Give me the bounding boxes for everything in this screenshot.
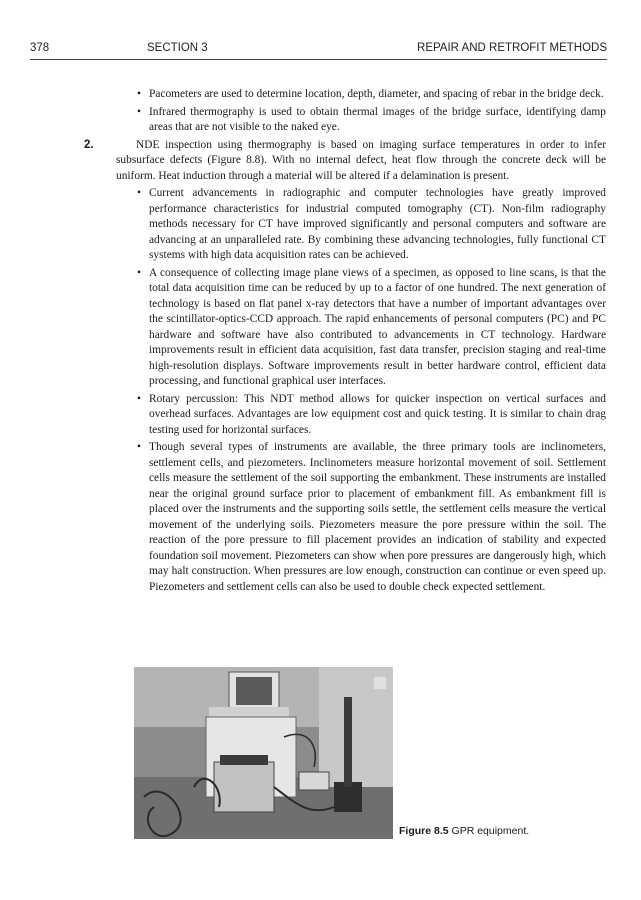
- numbered-item: [84, 138, 606, 185]
- figure-photo-gpr-equipment: [134, 667, 393, 839]
- body-text: [84, 87, 606, 597]
- bullet-text: Current advancements in radiographic and computer technologies have greatly improved performance characteristics for industrial computed tomography (CT). Non-film radiography methods necessary for CT have improved significantly and personal computers and software are advancing at an unparalleled rate. By combining these advancing technologies, fully functional CT systems with high data acquisition rates can be achieved.: [149, 187, 606, 261]
- figure-caption-text: GPR equipment.: [451, 825, 530, 837]
- bullet-text: Infrared thermography is used to obtain thermal images of the bridge surface, identifying damp areas that are not visible to the naked eye.: [149, 105, 606, 133]
- bullet-text: Though several types of instruments are available, the three primary tools are inclinometers, settlement cells, and piezometers. Inclinometers measure horizontal movement of soil. Settlement cells measure the settlement of the soil supporting the embankment. These instruments are installed near the original ground surface prior to placement of embankment fill. As embankment fill is placed over the instruments and the supporting soils settle, the settlement cells measure the vertical movement of the underlying soils. Piezometers measure the pore pressure within the soil. The reaction of the pore pressure to fill placement provides an indication of stability and expected foundation soil movement. Piezometers can show when pore pressures are dangerously high, which may halt construction. When pressures are low enough, construction can continue or even speed up. Piezometers and settlement cells can also be used to double check expected settlement.: [149, 441, 606, 593]
- bullet-item: [116, 105, 606, 136]
- bullet-icon: •: [137, 266, 141, 279]
- item-number: 2.: [84, 138, 94, 151]
- bullet-item: [116, 440, 606, 595]
- chapter-title: REPAIR AND RETROFIT METHODS: [417, 42, 607, 54]
- bullet-icon: •: [137, 105, 141, 118]
- bullet-icon: •: [137, 441, 141, 453]
- page-number: 378: [30, 42, 50, 54]
- bullet-icon: •: [137, 392, 141, 405]
- figure-label: Figure 8.5: [399, 825, 449, 837]
- bullet-item: [116, 266, 606, 390]
- bullet-icon: •: [137, 88, 141, 100]
- bullet-item: [116, 392, 606, 439]
- section-label: SECTION 3: [147, 42, 208, 54]
- bullet-item: [116, 186, 606, 264]
- item-text: NDE inspection using thermography is based on imaging surface temperatures in order to infer subsurface defects (Figure 8.8). With no internal defect, heat flow through the concrete deck will be uniform. Heat induction through a material will be altered if a delamination is present.: [116, 138, 606, 182]
- figure-caption: [399, 825, 529, 837]
- photo-illustration: [134, 667, 393, 839]
- bullet-text: A consequence of collecting image plane views of a specimen, as opposed to line scans, is that the total data acquisition time can be reduced by up to a factor of one hundred. The next generation of technology is based on flat panel x-ray detectors that have a number of important advantages over the scintillator-optics-CCD approach. The rapid enhancements of personal computers (PC) and PC hardware and software have also contributed to advancements in CT technology. Hardware improvements result in efficient data acquisition, fast data transfer, precision staging and real-time high-resolution displays. Software improvements result in better hardware control, efficient data processing, and functional graphical user interfaces.: [149, 266, 606, 387]
- bullet-text: Pacometers are used to determine location, depth, diameter, and spacing of rebar in the bridge deck.: [149, 88, 604, 100]
- bullet-icon: •: [137, 187, 141, 199]
- header-divider: [30, 59, 607, 60]
- bullet-item: [116, 87, 606, 103]
- running-header: [30, 40, 607, 58]
- bullet-text: Rotary percussion: This NDT method allows for quicker inspection on vertical surfaces and overhead surfaces. Advantages are low equipment cost and quick testing. It is similar to chain drag testing used for horizontal surfaces.: [149, 392, 606, 436]
